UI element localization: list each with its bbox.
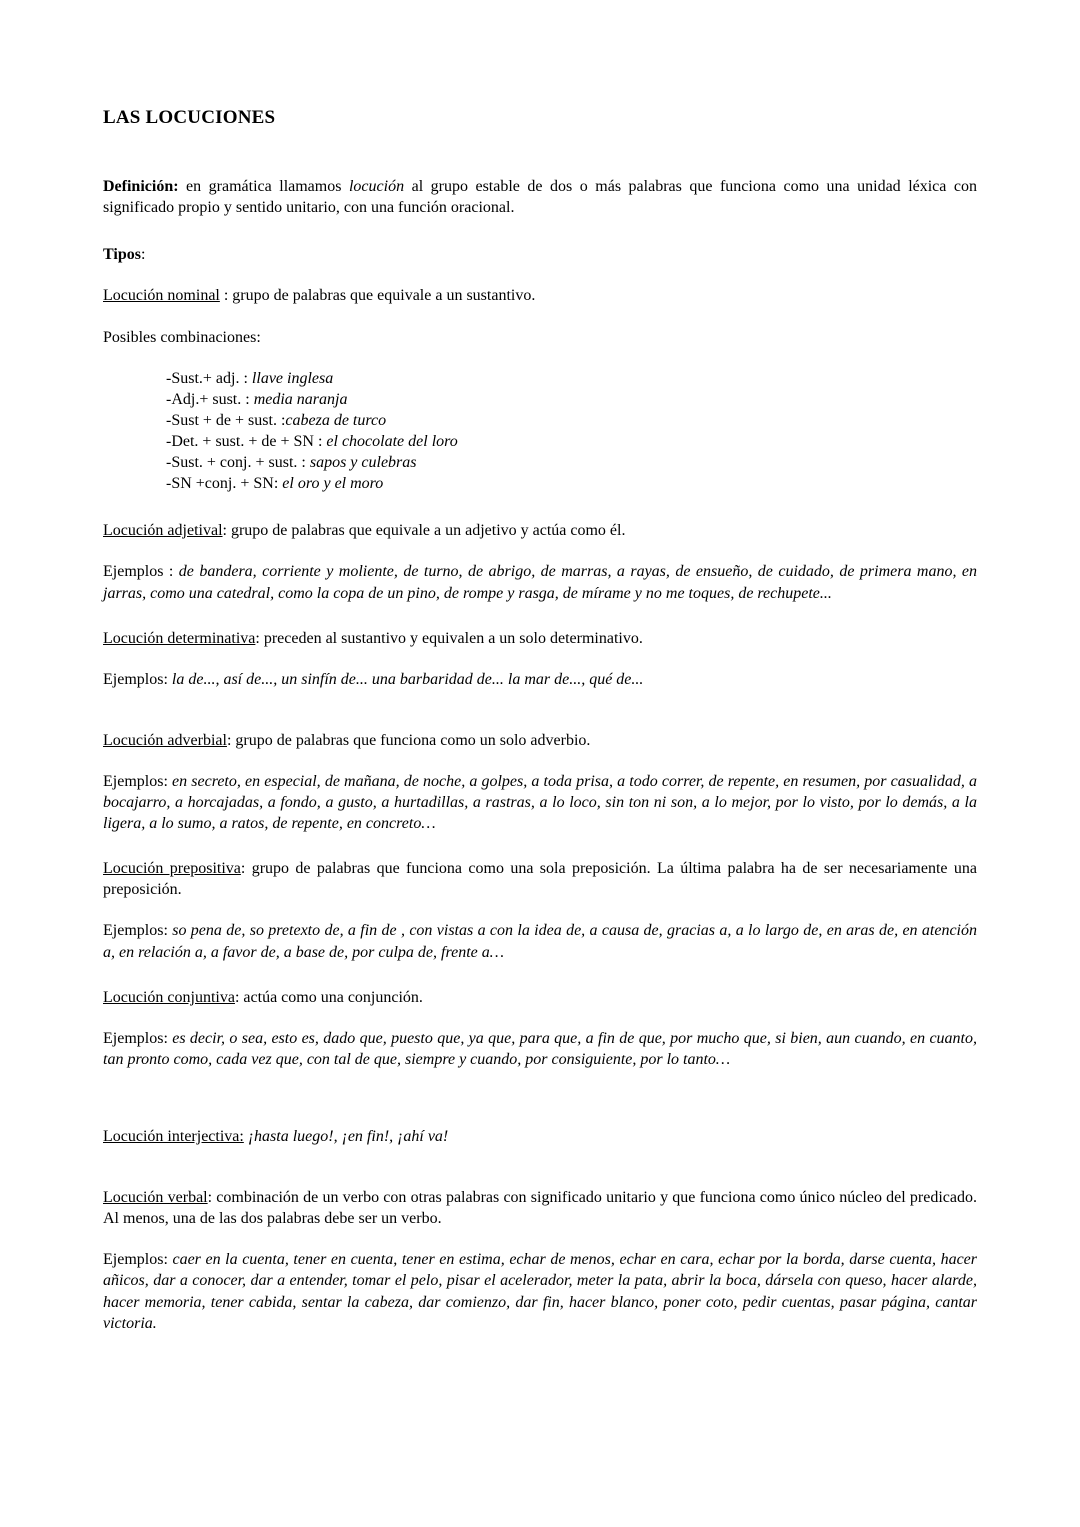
- combination-pattern: -Sust. + conj. + sust. :: [166, 454, 310, 472]
- combination-example: sapos y culebras: [309, 454, 417, 472]
- tipos-label: Tipos: [103, 246, 141, 264]
- section-verbal-examples: [103, 1249, 977, 1333]
- combination-pattern: -SN +conj. + SN:: [166, 475, 283, 493]
- combination-item: [166, 389, 977, 410]
- section-determinativa-heading: Locución determinativa: [103, 629, 256, 647]
- combination-pattern: -Det. + sust. + de + SN :: [166, 432, 327, 450]
- examples-text: en secreto, en especial, de mañana, de noche, a golpes, a toda prisa, a todo correr, de repente, en resumen, por casualidad, a bocajarro, a horcajadas, a fondo, a gusto, a hurtadillas, a rastras, a lo loco, sin ton ni son, a lo mejor, por lo visto, por lo demás, a la ligera, a lo sumo, a ratos, de repente, en concreto…: [103, 772, 978, 833]
- section-prepositiva: [103, 858, 977, 900]
- examples-label: Ejemplos:: [103, 670, 172, 688]
- section-conjuntiva-heading: Locución conjuntiva: [103, 988, 235, 1006]
- combination-example: el oro y el moro: [282, 475, 384, 493]
- examples-text: es decir, o sea, esto es, dado que, puesto que, ya que, para que, a fin de que, por mucho que, si bien, aun cuando, en cuanto, tan pronto como, cada vez que, con tal de que, siempre y cuando, por consiguiente, por lo tanto…: [103, 1029, 977, 1068]
- section-conjuntiva: [103, 987, 977, 1008]
- section-conjuntiva-text: : actúa como una conjunción.: [234, 988, 423, 1006]
- examples-label: Ejemplos:: [103, 922, 173, 940]
- tipos-colon: :: [140, 246, 146, 264]
- examples-label: Ejemplos:: [103, 772, 173, 790]
- section-interjectiva-heading: Locución interjectiva:: [103, 1128, 244, 1146]
- definition-paragraph: [103, 176, 977, 218]
- examples-text: caer en la cuenta, tener en cuenta, tener en estima, echar de menos, echar en cara, echar por la borda, darse cuenta, hacer añicos, dar a conocer, dar a entender, tomar el pelo, pisar el acelerador, meter la pata, abrir la boca, dársela con queso, hacer alarde, hacer memoria, tener cabida, sentar la cabeza, dar comienzo, dar fin, hacer blanco, poner coto, pedir cuentas, pasar página, cantar victoria.: [103, 1251, 977, 1332]
- section-adjetival-examples: [103, 561, 977, 603]
- combinations-label: Posibles combinaciones:: [103, 328, 261, 346]
- combination-item: [166, 368, 977, 389]
- examples-label: Ejemplos:: [103, 1251, 173, 1269]
- combination-example: cabeza de turco: [285, 411, 387, 429]
- combination-example: el chocolate del loro: [326, 432, 458, 450]
- section-adverbial-examples: [103, 771, 977, 834]
- section-verbal: [103, 1187, 977, 1229]
- section-adverbial-heading: Locución adverbial: [103, 731, 227, 749]
- examples-text: so pena de, so pretexto de, a fin de , con vistas a con la idea de, a causa de, gracias a, a lo largo de, en aras de, en atención a, en relación a, a favor de, a base de, por culpa de, frente a…: [103, 922, 977, 961]
- section-adverbial-text: : grupo de palabras que funciona como un solo adverbio.: [226, 731, 591, 749]
- combinations-list: [166, 368, 977, 495]
- examples-text: ¡hasta luego!, ¡en fin!, ¡ahí va!: [243, 1128, 449, 1146]
- section-adjetival: [103, 520, 977, 541]
- combination-item: [166, 452, 977, 473]
- section-nominal-text: : grupo de palabras que equivale a un sustantivo.: [219, 287, 536, 305]
- section-interjectiva: [103, 1126, 977, 1147]
- section-determinativa: [103, 628, 977, 649]
- examples-label: Ejemplos :: [103, 563, 179, 581]
- page-title: LAS LOCUCIONES: [103, 107, 276, 128]
- combination-pattern: -Adj.+ sust. :: [166, 390, 254, 408]
- combination-item: [166, 410, 977, 431]
- combination-pattern: -Sust.+ adj. :: [166, 369, 252, 387]
- combination-pattern: -Sust + de + sust. :: [166, 411, 286, 429]
- section-nominal-heading: Locución nominal: [103, 287, 220, 305]
- section-adverbial: [103, 730, 977, 751]
- examples-text: la de..., así de..., un sinfín de... una barbaridad de... la mar de..., qué de...: [171, 670, 644, 688]
- section-adjetival-text: : grupo de palabras que equivale a un adjetivo y actúa como él.: [222, 522, 626, 540]
- definition-italic-term: locución: [348, 178, 405, 196]
- section-prepositiva-heading: Locución prepositiva: [103, 860, 241, 878]
- section-determinativa-examples: [103, 669, 977, 690]
- section-verbal-heading: Locución verbal: [103, 1189, 208, 1207]
- section-prepositiva-text: : grupo de palabras que funciona como una sola preposición. La última palabra ha de ser necesariamente una preposición.: [103, 860, 977, 899]
- tipos-heading: [103, 244, 977, 265]
- document-page: [103, 105, 977, 1334]
- combination-example: media naranja: [253, 390, 348, 408]
- examples-label: Ejemplos:: [103, 1029, 173, 1047]
- definition-text-2: al grupo estable de dos o más palabras que funciona como una unidad léxica con significado propio y sentido unitario, con una función oracional.: [103, 178, 977, 217]
- section-nominal: [103, 285, 977, 306]
- definition-text-1: en gramática llamamos: [178, 178, 349, 196]
- section-prepositiva-examples: [103, 920, 977, 962]
- combination-item: [166, 473, 977, 494]
- section-adjetival-heading: Locución adjetival: [103, 522, 223, 540]
- section-conjuntiva-examples: [103, 1028, 977, 1070]
- combination-example: llave inglesa: [251, 369, 334, 387]
- definition-label: Definición:: [103, 178, 179, 196]
- section-verbal-text: : combinación de un verbo con otras palabras con significado unitario y que funciona como único núcleo del predicado. Al menos, una de las dos palabras debe ser un verbo.: [103, 1189, 978, 1228]
- examples-text: de bandera, corriente y moliente, de turno, de abrigo, de marras, a rayas, de ensueño, de cuidado, de primera mano, en jarras, como una catedral, como la copa de un pino, de rompe y rasga, de mírame y no me toques, de rechupete...: [103, 563, 978, 602]
- combination-item: [166, 431, 977, 452]
- section-determinativa-text: : preceden al sustantivo y equivalen a un solo determinativo.: [255, 629, 643, 647]
